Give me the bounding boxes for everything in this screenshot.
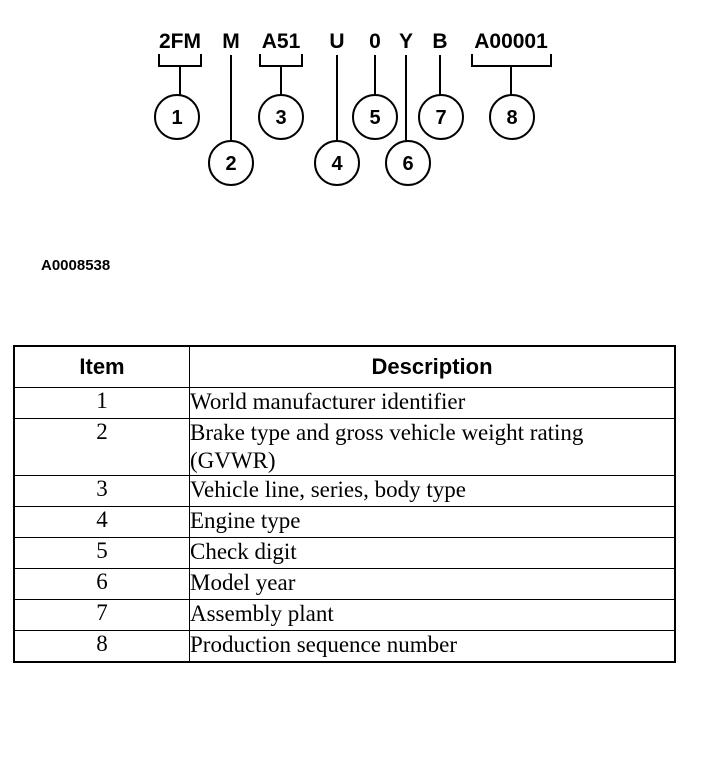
- item-description: World manufacturer identifier: [190, 388, 676, 419]
- vin-segment-1: 2FM: [159, 30, 201, 53]
- item-number: 6: [14, 569, 190, 600]
- item-number: 7: [14, 600, 190, 631]
- item-number: 2: [14, 419, 190, 476]
- table-row: [14, 600, 675, 631]
- header-description: Description: [190, 346, 676, 388]
- vin-segment-2: M: [222, 30, 240, 53]
- item-description: Brake type and gross vehicle weight rating (GVWR): [190, 419, 676, 476]
- item-number: 3: [14, 476, 190, 507]
- item-description: Check digit: [190, 538, 676, 569]
- table-row: [14, 507, 675, 538]
- vin-segment-6: Y: [398, 30, 414, 53]
- table-row: [14, 388, 675, 419]
- table-row: [14, 419, 675, 476]
- callout-number-2: 2: [225, 153, 237, 175]
- vin-legend-table: [13, 345, 676, 663]
- callout-number-6: 6: [402, 153, 414, 175]
- bracket-3: [260, 54, 302, 97]
- table-row: [14, 476, 675, 507]
- vin-segment-7: B: [432, 30, 448, 53]
- vin-segment-4: U: [329, 30, 345, 53]
- table-row: [14, 569, 675, 600]
- table-row: [14, 538, 675, 569]
- item-number: 1: [14, 388, 190, 419]
- callout-number-5: 5: [369, 107, 381, 129]
- callout-number-8: 8: [506, 107, 518, 129]
- item-description: Vehicle line, series, body type: [190, 476, 676, 507]
- item-description: Model year: [190, 569, 676, 600]
- vin-segment-3: A51: [261, 30, 301, 53]
- vin-segment-5: 0: [369, 30, 381, 53]
- leader-lines: [159, 54, 551, 143]
- vin-callout-diagram: [0, 0, 704, 200]
- callout-number-4: 4: [331, 153, 343, 175]
- item-number: 4: [14, 507, 190, 538]
- item-description: Production sequence number: [190, 631, 676, 663]
- item-number: 5: [14, 538, 190, 569]
- item-number: 8: [14, 631, 190, 663]
- header-row: [14, 346, 675, 388]
- item-description: Engine type: [190, 507, 676, 538]
- callout-number-3: 3: [275, 107, 287, 129]
- callout-number-7: 7: [435, 107, 447, 129]
- table-row: [14, 631, 675, 663]
- callout-number-1: 1: [171, 107, 183, 129]
- figure-reference: A0008538: [41, 257, 111, 274]
- vin-segment-8: A00001: [474, 30, 548, 53]
- bracket-8: [472, 54, 551, 97]
- item-description: Assembly plant: [190, 600, 676, 631]
- header-item: Item: [14, 346, 190, 388]
- bracket-1: [159, 54, 201, 97]
